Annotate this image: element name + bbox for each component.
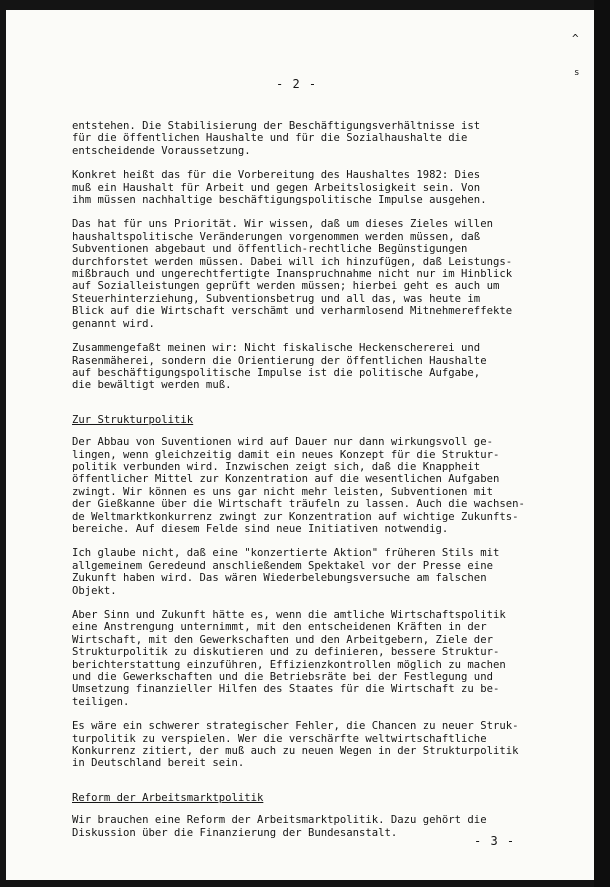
side-mark: s: [574, 68, 580, 78]
document-page: [6, 10, 594, 880]
page-number-bottom: - 3 -: [474, 834, 516, 848]
paragraph: Wir brauchen eine Reform der Arbeitsmarktpolitik. Dazu gehört die Diskussion über die Finanzierung der Bundesanstalt.: [72, 814, 487, 839]
section-arbeitsmarktpolitik: [72, 792, 572, 839]
corner-mark: ^: [572, 32, 579, 45]
page-number-top: - 2 -: [276, 77, 318, 91]
section-heading: Reform der Arbeitsmarktpolitik: [72, 791, 264, 804]
scan-edge: [594, 0, 610, 887]
paragraph: Aber Sinn und Zukunft hätte es, wenn die amtliche Wirtschaftspolitik eine Anstrengung unternimmt, mit den entscheidenen Kräften in der Wirtschaft, mit den Gewerkschaften und den Arbeitgebern, Ziele der Strukturpolitik zu diskutieren und zu definieren, bessere Struktur- berichterstattung einzuführen, Effizienzkontrollen möglich zu machen und die Gewerkschaften und die Betriebsräte bei der Festlegung und Umsetzung finanzieller Hilfen des Staates für die Wirtschaft zu be- teiligen.: [72, 609, 506, 708]
paragraph: entstehen. Die Stabilisierung der Beschäftigungsverhältnisse ist für die öffentlichen Haushalte und für die Sozialhaushalte die entscheidende Voraussetzung.: [72, 120, 481, 157]
section-intro: [72, 120, 572, 392]
paragraph: Ich glaube nicht, daß eine "konzertierte Aktion" früheren Stils mit allgemeinem Geredeund anschließendem Spektakel vor der Presse eine Zukunft haben wird. Das wären Wiederbelebungsversuche am falschen Objekt.: [72, 547, 500, 597]
section-heading: Zur Strukturpolitik: [72, 413, 194, 426]
section-strukturpolitik: [72, 414, 572, 770]
paragraph: Zusammengefaßt meinen wir: Nicht fiskalische Heckenschererei und Rasenmäherei, sondern die Orientierung der öffentlichen Haushalte auf beschäftigungspolitische Impulse ist die politische Aufgabe, die bewältigt werden muß.: [72, 342, 487, 392]
paragraph: Konkret heißt das für die Vorbereitung des Haushaltes 1982: Dies muß ein Haushalt für Arbeit und gegen Arbeitslosigkeit sein. Von ihm müssen nachhaltige beschäftigungspolitische Impulse ausgehen.: [72, 169, 487, 207]
paragraph: Das hat für uns Priorität. Wir wissen, daß um dieses Zieles willen haushaltspolitische Veränderungen vorgenommen werden müssen, daß Subventionen abgebaut und öffentlich-rechtliche Begünstigungen durchforstet werden müssen. Dabei will ich hinzufügen, daß Leistungs- mißbrauch und ungerechtfertigte Inanspruchnahme nicht nur im Hinblick auf Sozialleistungen geprüft werden müssen; hierbei geht es auch um Steuerhinterziehung, Subventionsbetrug und all das, was heute im Blick auf die Wirtschaft verschämt und verharmlosend Mitnehmereffekte genannt wird.: [72, 218, 513, 330]
paragraph: Es wäre ein schwerer strategischer Fehler, die Chancen zu neuer Struk- turpolitik zu verspielen. Wer die verschärfte weltwirtschaftliche Konkurrenz zitiert, der muß auch zu neuen Wegen in der Strukturpolitik in Deutschland bereit sein.: [72, 720, 519, 770]
paragraph: Der Abbau von Suventionen wird auf Dauer nur dann wirkungsvoll ge- lingen, wenn gleichzeitig damit ein neues Konzept für die Struktur- politik verbunden wird. Inzwischen zeigt sich, daß die Knappheit öffentlicher Mittel zur Konzentration auf die wesentlichen Aufgaben zwingt. Wir können es uns gar nicht mehr leisten, Subventionen mit der Gießkanne über die Wirtschaft träufeln zu lassen. Auch die wachsen- de Weltmarktkonkurrenz zwingt zur Konzentration auf wichtige Zukunfts- bereiche. Auf diesem Felde sind neue Initiativen notwendig.: [72, 436, 525, 535]
document-body: [72, 120, 572, 851]
